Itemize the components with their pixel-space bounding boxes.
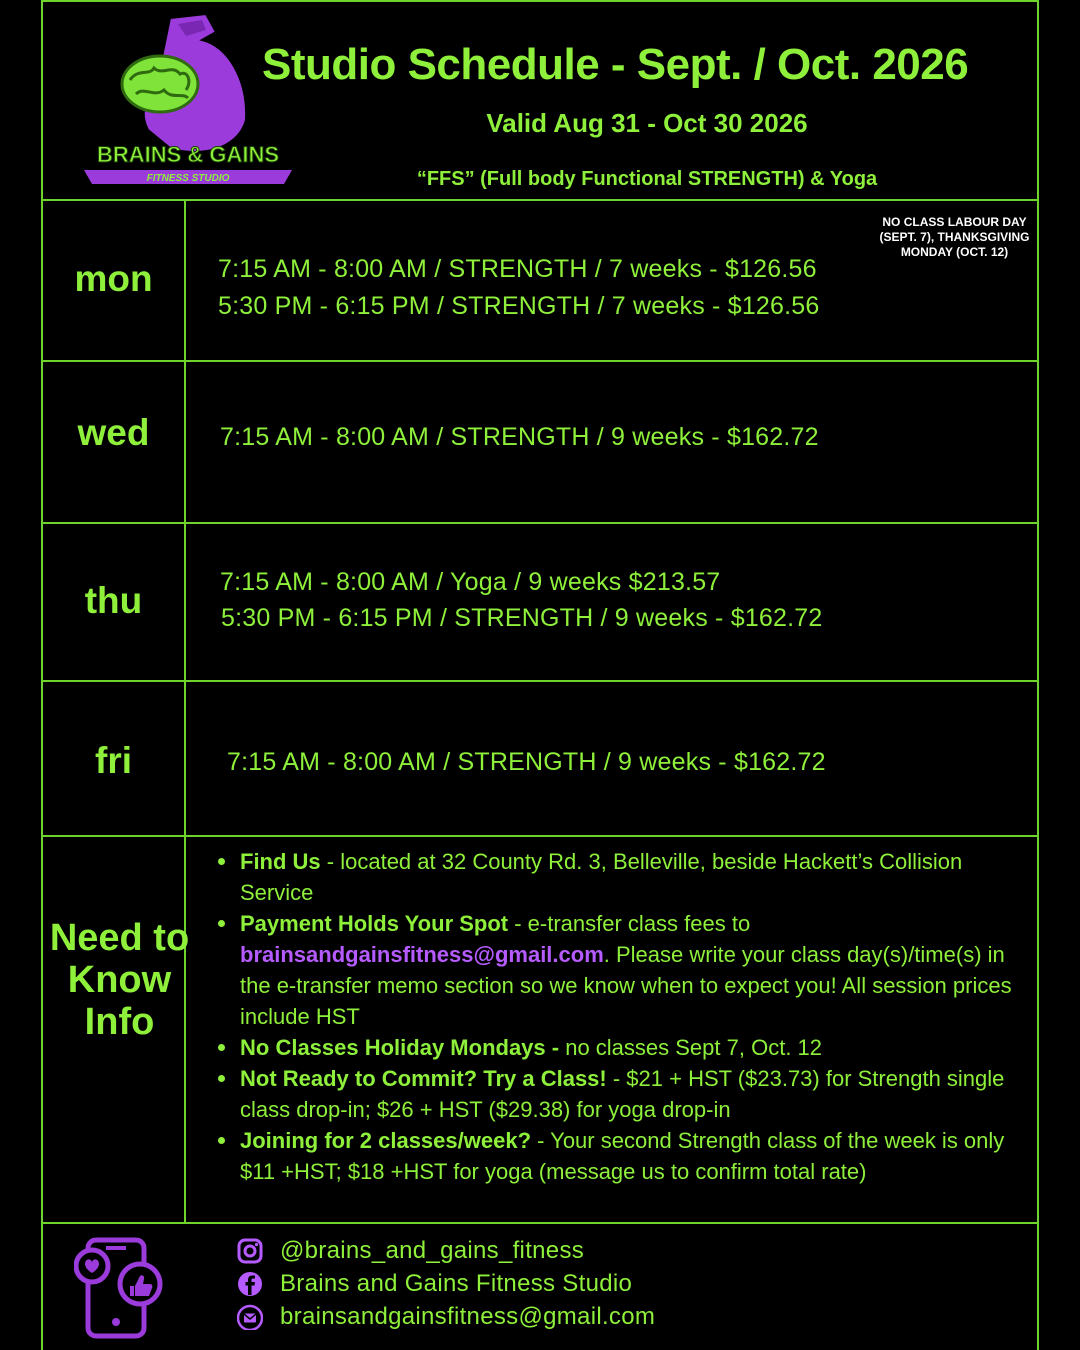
divider <box>41 360 1039 362</box>
class-wed-1: 7:15 AM - 8:00 AM / STRENGTH / 9 weeks - $162.72 <box>220 423 819 451</box>
logo-main-text: BRAINS & GAINS <box>96 142 280 167</box>
info-item-title: No Classes Holiday Mondays - <box>240 1035 560 1060</box>
info-item-text: no classes Sept 7, Oct. 12 <box>559 1035 823 1060</box>
divider <box>41 680 1039 682</box>
divider <box>41 0 1039 2</box>
facebook-page-name: Brains and Gains Fitness Studio <box>280 1270 633 1297</box>
info-item-title: Payment Holds Your Spot <box>240 911 509 936</box>
email-contact[interactable] <box>236 1302 655 1332</box>
divider <box>41 522 1039 524</box>
class-mon-1: 7:15 AM - 8:00 AM / STRENGTH / 7 weeks - $126.56 <box>218 255 817 283</box>
list-item <box>216 1032 1031 1063</box>
brains-and-gains-logo <box>78 10 298 190</box>
instagram-handle: @brains_and_gains_fitness <box>280 1237 585 1264</box>
instagram-icon <box>236 1237 264 1265</box>
info-item-text: - Your second Strength class of the week is only $11 +HST; $18 +HST for yoga (message us to confirm total rate) <box>240 1128 1005 1184</box>
class-thu-1: 7:15 AM - 8:00 AM / Yoga / 9 weeks $213.57 <box>220 568 721 596</box>
info-item-text: . Please write your class day(s)/time(s) in the e-transfer memo section so we know when to expect you! All session prices include HST <box>240 942 1012 1029</box>
day-column-divider <box>184 200 186 1223</box>
logo-sub-text: FITNESS STUDIO <box>146 173 230 184</box>
day-label-mon: mon <box>74 258 153 299</box>
valid-dates: Valid Aug 31 - Oct 30 2026 <box>486 108 808 138</box>
day-label-fri: fri <box>95 740 132 781</box>
mon-holiday-note: NO CLASS LABOUR DAY (SEPT. 7), THANKSGIVING MONDAY (OCT. 12) <box>879 215 1030 259</box>
facebook-contact[interactable] <box>236 1269 632 1299</box>
need-to-know-heading: Need to Know Info <box>49 917 190 1043</box>
mail-icon <box>236 1303 264 1331</box>
list-item <box>216 846 1031 908</box>
info-item-text: - located at 32 County Rd. 3, Belleville, beside Hackett’s Collision Service <box>240 849 963 905</box>
payment-email-link[interactable]: brainsandgainsfitness@gmail.com <box>240 942 604 967</box>
list-item <box>216 908 1031 1032</box>
instagram-contact[interactable] <box>236 1236 584 1266</box>
list-item <box>216 1063 1031 1125</box>
need-to-know-list <box>216 846 1031 1187</box>
program-subtitle: “FFS” (Full body Functional STRENGTH) & Yoga <box>416 168 878 190</box>
info-item-title: Find Us <box>240 849 321 874</box>
social-phone-icon <box>74 1236 166 1340</box>
list-item <box>216 1125 1031 1187</box>
divider <box>41 1222 1039 1224</box>
class-fri-1: 7:15 AM - 8:00 AM / STRENGTH / 9 weeks - $162.72 <box>227 748 826 776</box>
class-mon-2: 5:30 PM - 6:15 PM / STRENGTH / 7 weeks - $126.56 <box>218 292 820 320</box>
divider <box>41 199 1039 201</box>
divider <box>41 835 1039 837</box>
day-label-wed: wed <box>77 412 150 453</box>
info-item-title: Joining for 2 classes/week? <box>240 1128 532 1153</box>
contact-email: brainsandgainsfitness@gmail.com <box>280 1303 656 1330</box>
class-thu-2: 5:30 PM - 6:15 PM / STRENGTH / 9 weeks - $162.72 <box>221 604 823 632</box>
day-label-thu: thu <box>84 580 143 621</box>
info-item-text: - e-transfer class fees to <box>508 911 751 936</box>
page-title: Studio Schedule - Sept. / Oct. 2026 <box>262 40 969 89</box>
info-item-title: Not Ready to Commit? Try a Class! <box>240 1066 607 1091</box>
info-item-text: - $21 + HST ($23.73) for Strength single class drop-in; $26 + HST ($29.38) for yoga drop-in <box>240 1066 1005 1122</box>
facebook-icon <box>236 1270 264 1298</box>
